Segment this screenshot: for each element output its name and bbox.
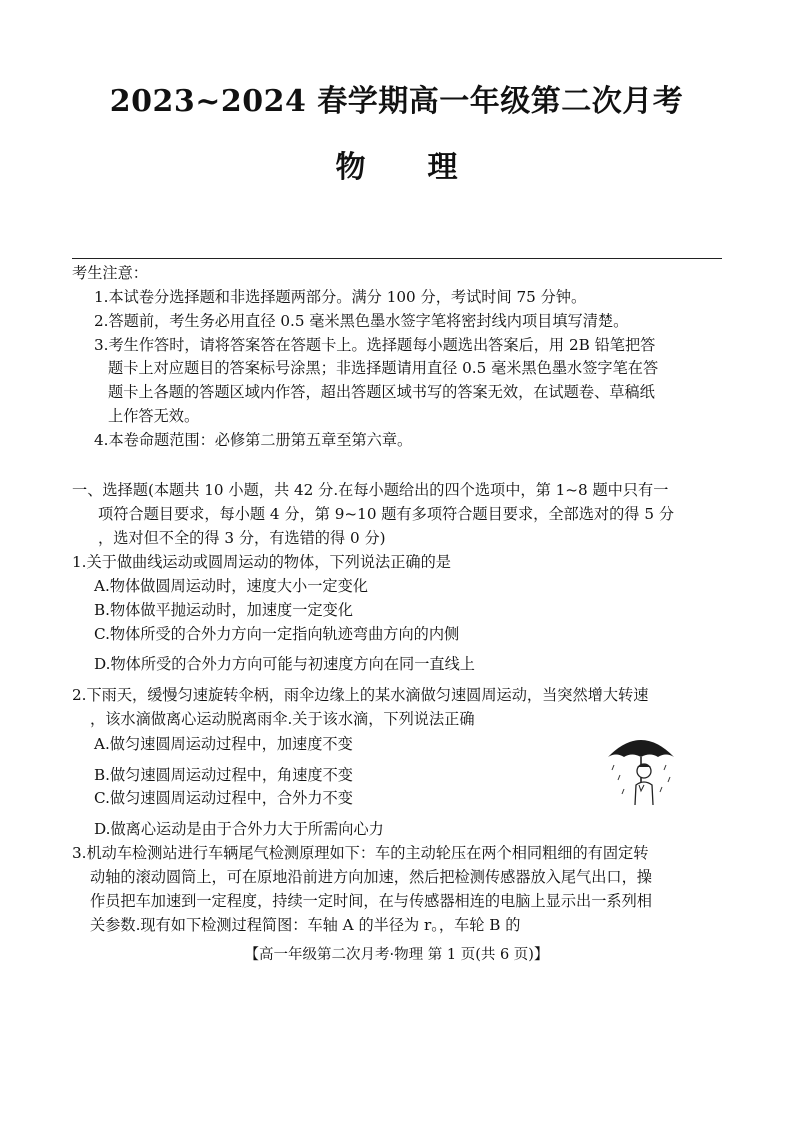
section-heading: 一、选择题(本题共 10 小题，共 42 分.在每小题给出的四个选项中，第 1~8 题中只有一	[72, 481, 669, 499]
section-heading-line: ，选对但不全的得 3 分，有选错的得 0 分)	[98, 529, 386, 547]
notice-item: 2.答题前，考生务必用直径 0.5 毫米黑色墨水签字笔将密封线内项目填写清楚。	[94, 312, 629, 330]
question-3-stem-line: 作员把车加速到一定程度，持续一定时间，在与传感器相连的电脑上显示出一系列相	[90, 892, 652, 910]
notice-item: 题卡上各题的答题区域内作答，超出答题区域书写的答案无效，在试题卷、草稿纸	[108, 383, 655, 401]
question-1-option-c: C.物体所受的合外力方向一定指向轨迹弯曲方向的内侧	[94, 625, 460, 643]
notice-item: 3.考生作答时，请将答案答在答题卡上。选择题每小题选出答案后，用 2B 铅笔把答	[94, 336, 656, 354]
umbrella-figure	[604, 727, 678, 809]
question-1-option-d: D.物体所受的合外力方向可能与初速度方向在同一直线上	[94, 655, 475, 673]
question-1-stem: 1.关于做曲线运动或圆周运动的物体，下列说法正确的是	[72, 553, 451, 571]
notice-item: 题卡上对应题目的答案标号涂黑；非选择题请用直径 0.5 毫米黑色墨水签字笔在答	[108, 359, 659, 377]
question-2-stem-line: ，该水滴做离心运动脱离雨伞.关于该水滴，下列说法正确	[90, 710, 475, 728]
question-2-option-d: D.做离心运动是由于合外力大于所需向心力	[94, 820, 384, 838]
exam-title: 2023~2024 春学期高一年级第二次月考	[109, 84, 684, 119]
notice-heading: 考生注意：	[72, 264, 148, 282]
question-1-option-a: A.物体做圆周运动时，速度大小一定变化	[94, 577, 368, 595]
header-divider	[72, 258, 722, 259]
notice-item: 上作答无效。	[108, 407, 200, 425]
question-2-stem: 2.下雨天，缓慢匀速旋转伞柄，雨伞边缘上的某水滴做匀速圆周运动，当突然增大转速	[72, 686, 649, 704]
question-3-stem-line: 关参数.现有如下检测过程简图：车轴 A 的半径为 r。，车轮 B 的	[90, 916, 521, 934]
notice-item: 4.本卷命题范围：必修第二册第五章至第六章。	[94, 431, 413, 449]
question-3-stem-line: 动轴的滚动圆筒上，可在原地沿前进方向加速，然后把检测传感器放入尾气出口，操	[90, 868, 652, 886]
page-footer: 【高一年级第二次月考·物理 第 1 页(共 6 页)】	[244, 947, 549, 963]
subject-title: 物理	[335, 150, 520, 185]
question-3-stem: 3.机动车检测站进行车辆尾气检测原理如下：车的主动轮压在两个相同粗细的有固定转	[72, 844, 649, 862]
section-heading-line: 项符合题目要求，每小题 4 分，第 9~10 题有多项符合题目要求，全部选对的得 5 分	[98, 505, 675, 523]
question-2-option-c: C.做匀速圆周运动过程中，合外力不变	[94, 789, 353, 807]
question-2-option-a: A.做匀速圆周运动过程中，加速度不变	[94, 735, 353, 753]
notice-item: 1.本试卷分选择题和非选择题两部分。满分 100 分，考试时间 75 分钟。	[94, 288, 587, 306]
question-2-option-b: B.做匀速圆周运动过程中，角速度不变	[94, 766, 353, 784]
question-1-option-b: B.物体做平抛运动时，加速度一定变化	[94, 601, 353, 619]
